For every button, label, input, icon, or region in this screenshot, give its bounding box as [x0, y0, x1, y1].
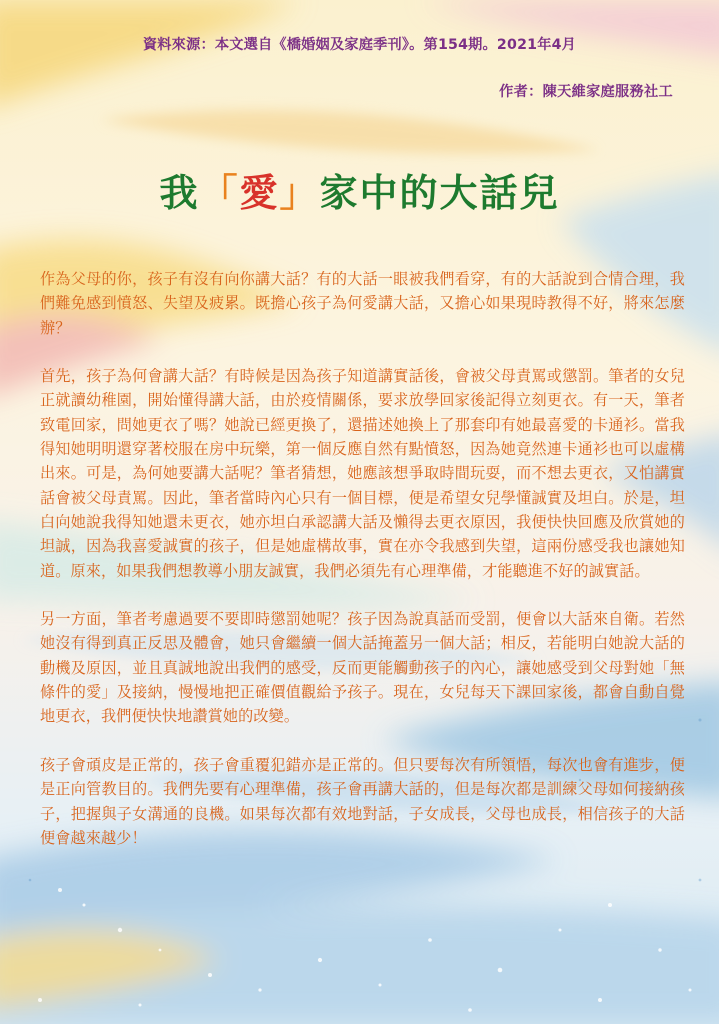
title-part-2: 家中的大話兒 [319, 170, 560, 215]
title-part-1: 我 [159, 170, 200, 215]
source-note: 資料來源：本文選自《橋婚姻及家庭季刊》。第154期。2021年4月 [142, 37, 577, 53]
title-love-char: 愛 [239, 170, 280, 215]
paragraph-4: 孩子會頑皮是正常的，孩子會重覆犯錯亦是正常的。但只要每次有所領悟，每次也會有進步，便是正向管教目的。我們先要有心理準備，孩子會再講大話的，但是每次都是訓練父母如何接納孩子，把握與子女溝通的良機。如果每次都有效地對話，子女成長，父母也成長，相信孩子的大話便會越來越少！ [40, 755, 685, 847]
title-open-quote: 「 [199, 170, 240, 215]
paragraph-3: 另一方面，筆者考慮過要不要即時懲罰她呢？孩子因為說真話而受罰，便會以大話來自衛。若然她沒有得到真正反思及體會，她只會繼續一個大話掩蓋另一個大話；相反，若能明白她說大話的動機及原因，並且真誠地說出我們的感受，反而更能觸動孩子的內心，讓她感受到父母對她「無條件的愛」及接納，慢慢地把正確價值觀給予孩子。現在，女兒每天下課回家後，都會自動自覺地更衣，我們便快快地讚賞她的改變。 [40, 610, 685, 726]
article-title [0, 162, 719, 217]
paragraph-2: 首先，孩子為何會講大話？有時候是因為孩子知道講實話後，會被父母責罵或懲罰。筆者的女兒正就讀幼稚園，開始懂得講大話，由於疫情關係，要求放學回家後記得立刻更衣。有一天，筆者致電回家，問她更衣了嗎？她說已經更換了，還描述她換上了那套印有她最喜愛的卡通衫。當我得知她明明還穿著校服在房中玩樂，第一個反應自然有點憤怒，因為她竟然連卡通衫也可以虛構出來。可是，為何她要講大話呢？筆者猜想，她應該想爭取時間玩耍，而不想去更衣，又怕講實話會被父母責罵。因此，筆者當時內心只有一個目標，便是希望女兒學懂誠實及坦白。於是，坦白向她說我得知她還未更衣，她亦坦白承認講大話及懶得去更衣原因，我便快快回應及欣賞她的坦誠，因為我喜愛誠實的孩子，但是她虛構故事，實在亦令我感到失望，這兩份感受我也讓她知道。原來，如果我們想教導小朋友誠實，我們必須先有心理準備，才能聽進不好的誠實話。 [40, 367, 685, 580]
paragraph-1: 作為父母的你，孩子有沒有向你講大話？有的大話一眼被我們看穿，有的大話說到合情合理，我們難免感到憤怒、失望及疲累。既擔心孩子為何愛講大話，又擔心如果現時教得不好，將來怎麼辦？ [40, 270, 685, 337]
title-close-quote: 」 [279, 170, 320, 215]
author-line: 作者：陳天維家庭服務社工 [499, 84, 673, 100]
article-body [40, 267, 685, 874]
